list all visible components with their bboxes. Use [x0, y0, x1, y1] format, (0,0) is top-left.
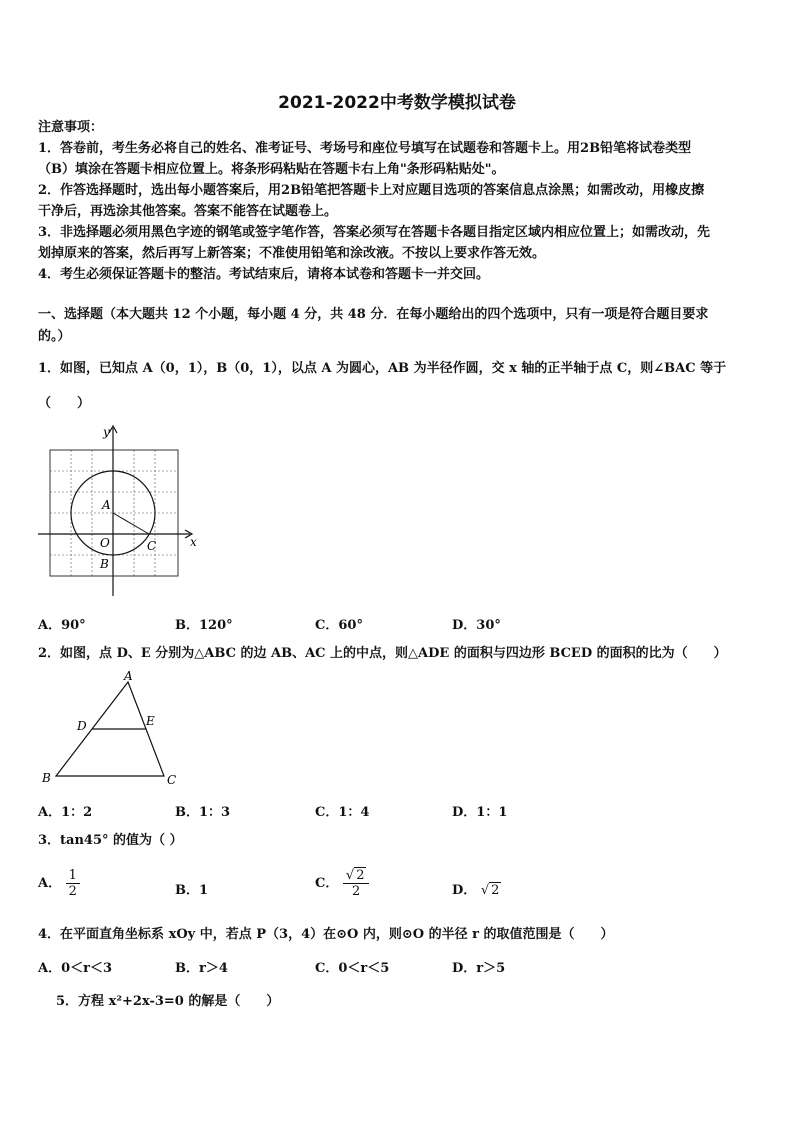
notice-line: 干净后，再选涂其他答案。答案不能答在试题卷上。 [38, 204, 338, 219]
notice-line: 1．答卷前，考生务必将自己的姓名、准考证号、考场号和座位号填写在试题卷和答题卡上。用2B铅笔将试卷类型 [38, 141, 692, 156]
sqrt-symbol: √ 2 [480, 883, 500, 898]
q3-option-c[interactable] [315, 868, 369, 899]
fraction [343, 868, 370, 899]
q1-option-a[interactable]: A．90° [38, 618, 86, 633]
fraction [66, 868, 80, 899]
label-x: x [190, 535, 197, 549]
radicand: 2 [356, 868, 365, 883]
segment-AC [113, 513, 149, 534]
label-B: B [100, 557, 109, 571]
q1-option-b[interactable]: B．120° [175, 618, 233, 633]
q4-option-a[interactable]: A．0＜r＜3 [38, 961, 113, 976]
q3-option-a[interactable] [38, 868, 80, 899]
q4-option-c[interactable]: C．0＜r＜5 [315, 961, 390, 976]
numerator [343, 868, 370, 884]
question-5-stem: 5．方程 x²+2x-3=0 的解是（ ） [56, 994, 280, 1009]
q1-option-d[interactable]: D．30° [452, 618, 501, 633]
q3-option-d[interactable] [452, 879, 501, 898]
question-2-stem: 2．如图，点 D、E 分别为△ABC 的边 AB、AC 上的中点，则△ADE 的面积与四边形 BCED 的面积的比为（ ） [38, 646, 727, 661]
question-1-paren: （ ） [38, 396, 91, 411]
label-A: A [124, 669, 133, 683]
numerator: 1 [66, 868, 80, 884]
notice-line: 3．非选择题必须用黑色字迹的钢笔或签字笔作答，答案必须写在答题卡各题目指定区域内相应位置上；如需改动，先 [38, 225, 711, 240]
denominator: 2 [68, 884, 77, 899]
question-3-stem: 3．tan45° 的值为（ ） [38, 833, 183, 848]
q2-option-c[interactable]: C．1：4 [315, 805, 370, 820]
notice-line: 4．考生必须保证答题卡的整洁。考试结束后，请将本试卷和答题卡一并交回。 [38, 267, 490, 282]
section-heading: 一、选择题（本大题共 12 个小题，每小题 4 分，共 48 分．在每小题给出的四个选项中，只有一项是符合题目要求 [38, 307, 709, 322]
q2-option-d[interactable]: D．1：1 [452, 805, 508, 820]
radicand: 2 [491, 883, 500, 898]
option-letter: D． [452, 883, 477, 898]
grid [50, 450, 178, 576]
denominator: 2 [352, 884, 361, 899]
q3-option-b[interactable]: B．1 [175, 883, 209, 898]
section-heading-cont: 的。） [38, 329, 71, 344]
exam-title: 2021-2022中考数学模拟试卷 [278, 93, 516, 113]
q2-option-a[interactable]: A．1：2 [38, 805, 93, 820]
label-C: C [147, 539, 157, 553]
question-4-stem: 4．在平面直角坐标系 xOy 中，若点 P（3，4）在⊙O 内，则⊙O 的半径 r 的取值范围是（ ） [38, 927, 614, 942]
q1-option-c[interactable]: C．60° [315, 618, 363, 633]
option-letter: A． [38, 876, 62, 891]
label-y: y [103, 425, 110, 439]
label-B: B [42, 771, 51, 785]
notice-line: （B）填涂在答题卡相应位置上。将条形码粘贴在答题卡右上角"条形码粘贴处"。 [38, 162, 505, 177]
notice-heading: 注意事项： [38, 120, 104, 135]
q4-option-b[interactable]: B．r＞4 [175, 961, 228, 976]
notice-line: 划掉原来的答案，然后再写上新答案；不准使用铅笔和涂改液。不按以上要求作答无效。 [38, 246, 546, 261]
option-letter: C． [315, 876, 339, 891]
question-1-figure [34, 424, 204, 604]
label-C: C [167, 773, 177, 787]
notice-line: 2．作答选择题时，选出每小题答案后，用2B铅笔把答题卡上对应题目选项的答案信息点涂黑；如需改动，用橡皮擦 [38, 183, 705, 198]
label-O: O [100, 536, 110, 550]
sqrt-symbol: √ 2 [345, 868, 365, 883]
q4-option-d[interactable]: D．r＞5 [452, 961, 506, 976]
question-2-figure [34, 668, 184, 788]
label-D: D [77, 719, 87, 733]
q2-option-b[interactable]: B．1：3 [175, 805, 231, 820]
label-E: E [146, 714, 155, 728]
label-A: A [102, 498, 111, 512]
question-1-stem: 1．如图，已知点 A（0，1），B（0，1），以点 A 为圆心，AB 为半径作圆，交 x 轴的正半轴于点 C，则∠BAC 等于 [38, 361, 727, 376]
